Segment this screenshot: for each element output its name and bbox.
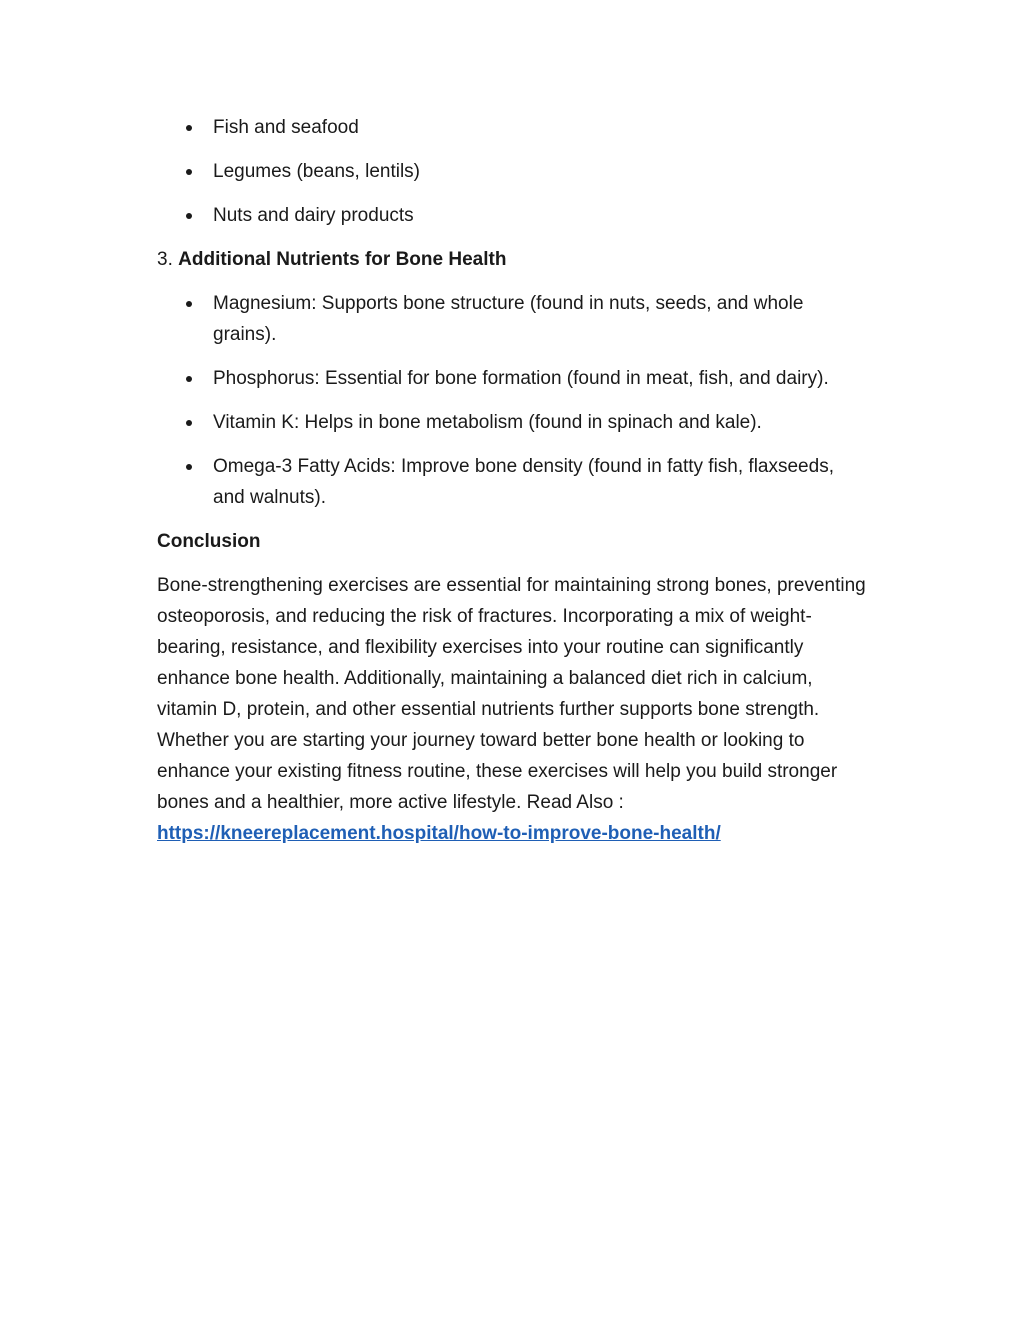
conclusion-paragraph xyxy=(157,570,867,849)
section-title: Additional Nutrients for Bone Health xyxy=(178,249,507,270)
list-item xyxy=(157,156,867,187)
list-item-text: Legumes (beans, lentils) xyxy=(213,161,420,182)
list-item xyxy=(157,200,867,231)
list-item xyxy=(157,407,867,438)
section-3-heading xyxy=(157,244,867,275)
list-item-text: Magnesium: Supports bone structure (found in nuts, seeds, and whole grains). xyxy=(213,293,804,345)
bullet-icon xyxy=(186,464,192,470)
list-item-text: Nuts and dairy products xyxy=(213,205,414,226)
bullet-icon xyxy=(186,125,192,131)
read-also-link[interactable]: https://kneereplacement.hospital/how-to-improve-bone-health/ xyxy=(157,823,721,844)
list-item-text: Omega-3 Fatty Acids: Improve bone density (found in fatty fish, flaxseeds, and walnuts). xyxy=(213,456,834,508)
bullet-icon xyxy=(186,301,192,307)
list-item-text: Vitamin K: Helps in bone metabolism (found in spinach and kale). xyxy=(213,412,762,433)
list-item-text: Fish and seafood xyxy=(213,117,359,138)
document-page xyxy=(157,112,867,849)
bullet-icon xyxy=(186,376,192,382)
list-item-text: Phosphorus: Essential for bone formation (found in meat, fish, and dairy). xyxy=(213,368,829,389)
food-source-list xyxy=(157,112,867,231)
conclusion-text: Bone-strengthening exercises are essential for maintaining strong bones, preventing osteoporosis, and reducing the risk of fractures. Incorporating a mix of weight-bearing, resistance, and flexibility exercises into your routine can significantly enhance bone health. Additionally, maintaining a balanced diet rich in calcium, vitamin D, protein, and other essential nutrients further supports bone strength. Whether you are starting your journey toward better bone health or looking to enhance your existing fitness routine, these exercises will help you build stronger bones and a healthier, more active lifestyle. Read Also : xyxy=(157,575,866,813)
bullet-icon xyxy=(186,213,192,219)
bullet-icon xyxy=(186,169,192,175)
bullet-icon xyxy=(186,420,192,426)
list-item xyxy=(157,288,867,350)
nutrients-list xyxy=(157,288,867,513)
list-item xyxy=(157,451,867,513)
list-item xyxy=(157,112,867,143)
section-number: 3. xyxy=(157,249,173,270)
conclusion-heading: Conclusion xyxy=(157,531,261,552)
list-item xyxy=(157,363,867,394)
